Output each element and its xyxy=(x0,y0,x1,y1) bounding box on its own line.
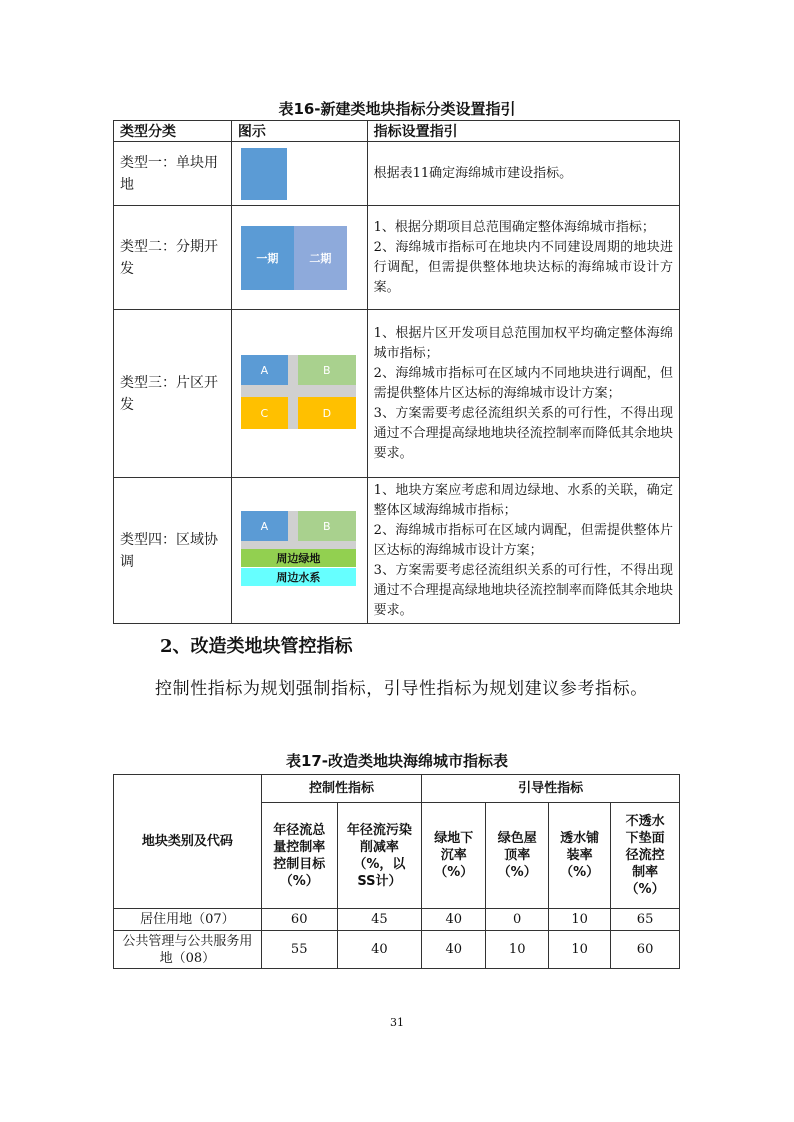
block-b: B xyxy=(298,355,356,385)
row-header: 地块类别及代码 xyxy=(114,775,262,909)
col-header: 年径流污染削减率（%，以SS计） xyxy=(337,803,422,909)
header-guide: 指标设置指引 xyxy=(367,121,679,142)
col-header: 透水铺装率（%） xyxy=(549,803,611,909)
col-header: 年径流总量控制率控制目标（%） xyxy=(261,803,337,909)
guide-cell: 根据表11确定海绵城市建设指标。 xyxy=(367,142,679,206)
block-d: D xyxy=(298,397,356,429)
value-cell: 60 xyxy=(261,909,337,931)
figure-district xyxy=(231,310,367,478)
table-row xyxy=(114,310,680,478)
header-type: 类型分类 xyxy=(114,121,232,142)
value-cell: 0 xyxy=(486,909,549,931)
land-type-name: 公共管理与公共服务用地（08） xyxy=(114,931,262,969)
type-cell: 类型三：片区开发 xyxy=(114,310,232,478)
single-plot-block xyxy=(241,148,287,200)
table17-caption: 表17-改造类地块海绵城市指标表 xyxy=(285,752,509,770)
value-cell: 10 xyxy=(549,931,611,969)
guide-group-header: 引导性指标 xyxy=(422,775,680,803)
value-cell: 10 xyxy=(549,909,611,931)
col-header: 绿地下沉率（%） xyxy=(422,803,486,909)
control-group-header: 控制性指标 xyxy=(261,775,421,803)
value-cell: 45 xyxy=(337,909,422,931)
value-cell: 40 xyxy=(422,931,486,969)
header-figure: 图示 xyxy=(231,121,367,142)
figure-phased xyxy=(231,206,367,310)
block-a: A xyxy=(241,355,288,385)
body-paragraph: 控制性指标为规划强制指标，引导性指标为规划建议参考指标。 xyxy=(155,679,648,699)
land-type-name: 居住用地（07） xyxy=(114,909,262,931)
section-heading: 2、改造类地块管控指标 xyxy=(160,636,353,657)
value-cell: 55 xyxy=(261,931,337,969)
value-cell: 60 xyxy=(611,931,680,969)
table-row xyxy=(114,206,680,310)
figure-single-plot xyxy=(231,142,367,206)
table16-header-row xyxy=(114,121,680,142)
table-row xyxy=(114,142,680,206)
table17 xyxy=(113,774,680,969)
figure-regional xyxy=(231,478,367,624)
guide-cell: 1、根据片区开发项目总范围加权平均确定整体海绵城市指标； 2、海绵城市指标可在区域内不同地块进行调配，但需提供整体片区达标的海绵城市设计方案； 3、方案需要考虑径流组织关系的可行性，不得出现通过不合理提高绿地地块径流控制率而降低其余地块要求。 xyxy=(367,310,679,478)
phase-two-block: 二期 xyxy=(294,226,347,290)
table-row xyxy=(114,478,680,624)
table16-caption: 表16-新建类地块指标分类设置指引 xyxy=(278,100,516,118)
table17-group-header-row xyxy=(114,775,680,803)
value-cell: 40 xyxy=(337,931,422,969)
table-row xyxy=(114,909,680,931)
value-cell: 65 xyxy=(611,909,680,931)
col-header: 不透水下垫面径流控制率（%） xyxy=(611,803,680,909)
table16 xyxy=(113,120,680,624)
guide-cell: 1、地块方案应考虑和周边绿地、水系的关联，确定整体区域海绵城市指标； 2、海绵城市指标可在区域内调配，但需提供整体片区达标的海绵城市设计方案； 3、方案需要考虑径流组织关系的可行性，不得出现通过不合理提高绿地地块径流控制率而降低其余地块要求。 xyxy=(367,478,679,624)
type-cell: 类型一：单块用地 xyxy=(114,142,232,206)
page-number: 31 xyxy=(390,1016,404,1029)
table-row xyxy=(114,931,680,969)
col-header: 绿色屋顶率（%） xyxy=(486,803,549,909)
value-cell: 10 xyxy=(486,931,549,969)
value-cell: 40 xyxy=(422,909,486,931)
type-cell: 类型四：区域协调 xyxy=(114,478,232,624)
phase-one-block: 一期 xyxy=(241,226,294,290)
guide-cell: 1、根据分期项目总范围确定整体海绵城市指标； 2、海绵城市指标可在地块内不同建设周期的地块进行调配，但需提供整体地块达标的海绵城市设计方案。 xyxy=(367,206,679,310)
water-system-band: 周边水系 xyxy=(241,568,356,586)
green-space-band: 周边绿地 xyxy=(241,549,356,567)
block-a: A xyxy=(241,511,288,541)
block-b: B xyxy=(298,511,356,541)
block-c: C xyxy=(241,397,288,429)
type-cell: 类型二：分期开发 xyxy=(114,206,232,310)
